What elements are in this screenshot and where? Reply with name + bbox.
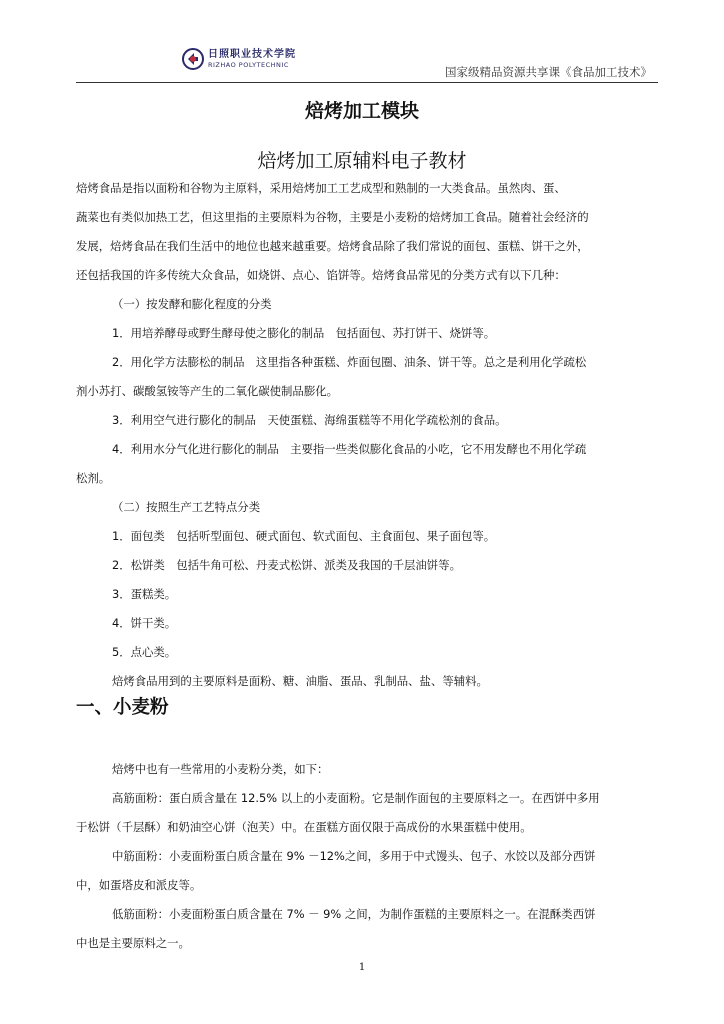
list-item: 5．点心类。 [112,645,177,659]
intro-line: 蔬菜也有类似加热工艺，但这里指的主要原料为谷物，主要是小麦粉的焙烤加工食品。随着社会经济的 [76,210,589,224]
page-subtitle: 焙烤加工原辅料电子教材 [257,150,467,172]
logo-english-name: RIZHAO POLYTECHNIC [208,60,289,69]
section-line: 焙烤中也有一些常用的小麦粉分类，如下： [112,762,329,776]
list-item: 4．饼干类。 [112,616,177,630]
list-item: 3．利用空气进行膨化的制品 天使蛋糕、海绵蛋糕等不用化学疏松剂的食品。 [112,413,507,427]
summary-line: 焙烤食品用到的主要原料是面粉、糖、油脂、蛋品、乳制品、盐、等辅料。 [112,674,488,688]
page-header [76,44,658,83]
group2-heading: （二）按照生产工艺特点分类 [112,500,261,514]
list-item: 剂小苏打、碳酸氢铵等产生的二氧化碳使制品膨化。 [76,384,338,398]
section-line: 低筋面粉：小麦面粉蛋白质含量在 7% － 9% 之间，为制作蛋糕的主要原料之一。在混酥类西饼 [112,907,596,921]
school-logo [182,48,296,70]
list-item: 1．用培养酵母或野生酵母使之膨化的制品 包括面包、苏打饼干、烧饼等。 [112,326,496,340]
page-number: 1 [358,962,366,973]
intro-line: 还包括我国的许多传统大众食品，如烧饼、点心、馅饼等。焙烤食品常见的分类方式有以下几种： [76,268,566,282]
page-title: 焙烤加工模块 [304,100,419,122]
list-item: 2．用化学方法膨松的制品 这里指各种蛋糕、炸面包圈、油条、饼干等。总之是利用化学疏松 [112,355,587,369]
section-line: 于松饼（千层酥）和奶油空心饼（泡芙）中。在蛋糕方面仅限于高成份的水果蛋糕中使用。 [76,820,532,834]
intro-line: 焙烤食品是指以面粉和谷物为主原料，采用焙烤加工工艺成型和熟制的一大类食品。虽然肉、蛋、 [76,181,566,195]
section-line: 中，如蛋塔皮和派皮等。 [76,878,202,892]
list-item: 3．蛋糕类。 [112,587,177,601]
school-emblem-icon [182,48,204,70]
group1-heading: （一）按发酵和膨化程度的分类 [112,297,272,311]
list-item: 2．松饼类 包括牛角可松、丹麦式松饼、派类及我国的千层油饼等。 [112,558,461,572]
list-item: 1．面包类 包括听型面包、硬式面包、软式面包、主食面包、果子面包等。 [112,529,496,543]
section-line: 高筋面粉：蛋白质含量在 12.5% 以上的小麦面粉。它是制作面包的主要原料之一。在西饼中多用 [112,791,600,805]
section-line: 中筋面粉：小麦面粉蛋白质含量在 9% －12%之间，多用于中式馒头、包子、水饺以及部分西饼 [112,849,596,863]
list-item: 松剂。 [76,471,111,485]
intro-line: 发展，焙烤食品在我们生活中的地位也越来越重要。焙烤食品除了我们常说的面包、蛋糕、饼干之外， [76,239,589,253]
section-line: 中也是主要原料之一。 [76,936,190,950]
course-name: 国家级精品资源共享课《食品加工技术》 [445,65,652,79]
list-item: 4．利用水分气化进行膨化的制品 主要指一些类似膨化食品的小吃，它不用发酵也不用化学疏 [112,442,587,456]
section-heading: 一、小麦粉 [76,697,169,718]
logo-chinese-name: 日照职业技术学院 [208,48,296,60]
